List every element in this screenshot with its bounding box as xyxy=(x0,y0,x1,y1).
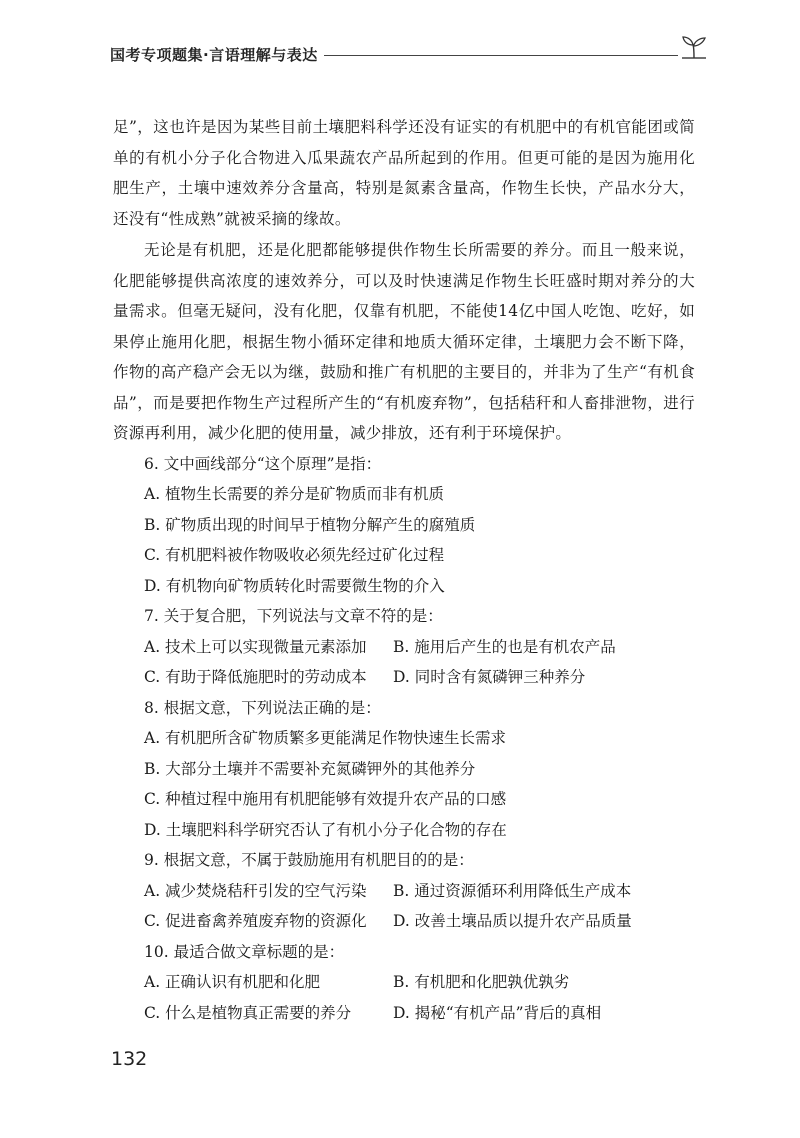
option: D. 有机物向矿物质转化时需要微生物的介入 xyxy=(144,576,445,595)
main-content xyxy=(113,112,695,1028)
paragraph-continuation: 足”，这也许是因为某些目前土壤肥料科学还没有证实的有机肥中的有机官能团或简单的有机小分子化合物进入瓜果蔬农产品所起到的作用。但更可能的是因为施用化肥生产，土壤中速效养分含量高，特别是氮素含量高，作物生长快，产品水分大，还没有“性成熟”就被采摘的缘故。 xyxy=(113,118,695,228)
question-stem: 6. 文中画线部分“这个原理”是指： xyxy=(144,454,382,473)
option: C. 种植过程中施用有机肥能够有效提升农产品的口感 xyxy=(144,790,507,808)
option: C. 什么是植物真正需要的养分 xyxy=(144,1003,352,1022)
sprout-icon xyxy=(678,34,710,64)
option: A. 正确认识有机肥和化肥 xyxy=(144,973,321,991)
option: A. 植物生长需要的养分是矿物质而非有机质 xyxy=(144,485,445,503)
page-number: 132 xyxy=(111,1048,148,1070)
option: B. 矿物质出现的时间早于植物分解产生的腐殖质 xyxy=(144,515,476,534)
option-row xyxy=(113,876,695,907)
option-row xyxy=(113,998,695,1029)
option: A. 技术上可以实现微量元素添加 xyxy=(144,637,367,656)
option: D. 揭秘“有机产品”背后的真相 xyxy=(393,1003,602,1022)
option: B. 大部分土壤并不需要补充氮磷钾外的其他养分 xyxy=(144,759,476,778)
header-rule xyxy=(324,55,678,56)
option: B. 通过资源循环利用降低生产成本 xyxy=(393,881,632,900)
option: B. 施用后产生的也是有机农产品 xyxy=(393,637,616,656)
option: A. 减少焚烧秸秆引发的空气污染 xyxy=(144,881,367,900)
question-stem: 8. 根据文意，下列说法正确的是： xyxy=(144,698,381,717)
page-header xyxy=(110,40,710,70)
option-row xyxy=(113,906,695,937)
option: C. 有助于降低施肥时的劳动成本 xyxy=(144,668,367,686)
option: D. 土壤肥料科学研究否认了有机小分子化合物的存在 xyxy=(144,820,507,839)
option-row xyxy=(113,967,695,998)
question-stem: 7. 关于复合肥，下列说法与文章不符的是： xyxy=(144,607,443,625)
paragraph-body: 无论是有机肥，还是化肥都能够提供作物生长所需要的养分。而且一般来说，化肥能够提供高浓度的速效养分，可以及时快速满足作物生长旺盛时期对养分的大量需求。但毫无疑问，没有化肥，仅靠有机肥，不能使14亿中国人吃饱、吃好，如果停止施用化肥，根据生物小循环定律和地质大循环定律，土壤肥力会不断下降，作物的高产稳产会无以为继，鼓励和推广有机肥的主要目的，并非为了生产“有机食品”，而是要把作物生产过程所产生的“有机废弃物”，包括秸秆和人畜排泄物，进行资源再利用，减少化肥的使用量，减少排放，还有利于环境保护。 xyxy=(113,241,695,442)
option-row xyxy=(113,662,695,693)
option: C. 有机肥料被作物吸收必须先经过矿化过程 xyxy=(144,546,445,564)
header-title: 国考专项题集·言语理解与表达 xyxy=(110,46,318,64)
question-stem: 10. 最适合做文章标题的是： xyxy=(144,942,345,961)
option: A. 有机肥所含矿物质繁多更能满足作物快速生长需求 xyxy=(144,729,507,747)
option: D. 改善土壤品质以提升农产品质量 xyxy=(393,912,632,930)
option: C. 促进畜禽养殖废弃物的资源化 xyxy=(144,912,367,930)
option: B. 有机肥和化肥孰优孰劣 xyxy=(393,973,570,991)
question-stem: 9. 根据文意，不属于鼓励施用有机肥目的的是： xyxy=(144,851,474,869)
option: D. 同时含有氮磷钾三种养分 xyxy=(393,668,586,686)
option-row xyxy=(113,632,695,663)
